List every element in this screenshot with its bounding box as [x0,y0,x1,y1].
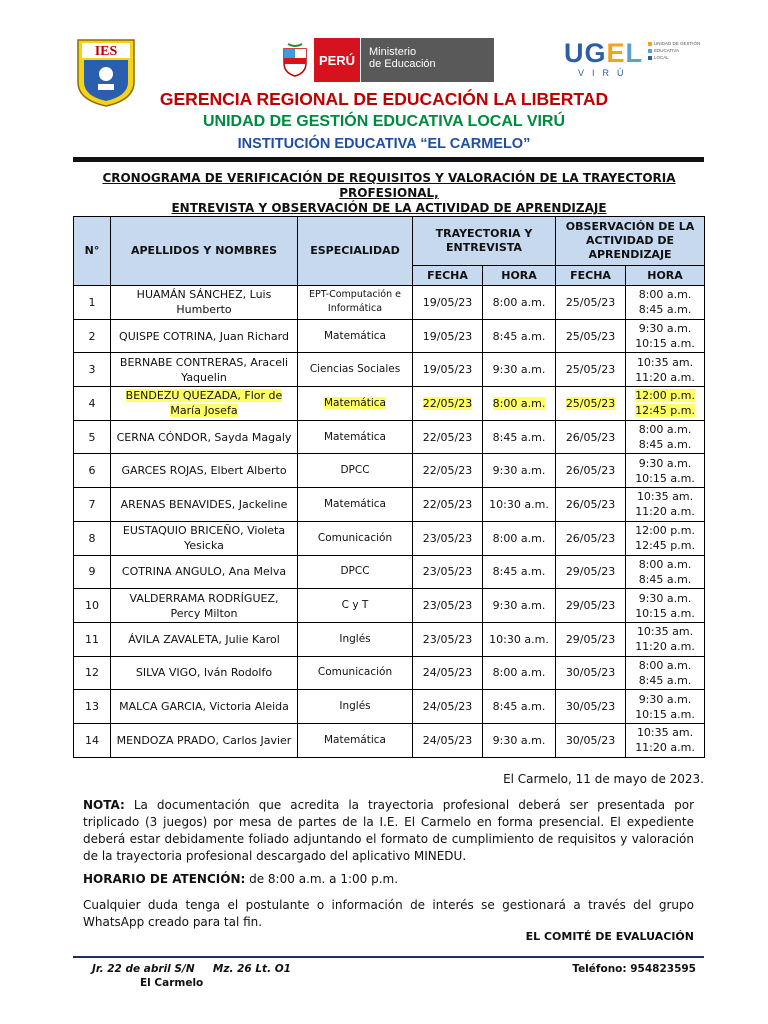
cell-num-text: 11 [85,632,99,646]
cell-interview-time [483,353,556,387]
cell-specialty [298,420,413,454]
cell-observation-date-text: 29/05/23 [565,599,616,613]
cell-observation-time [626,555,705,589]
ugel-side-line: EDUCATIVA [648,47,700,54]
cell-specialty [298,387,413,421]
office-hours-label: HORARIO DE ATENCIÓN: [83,872,246,886]
cell-interview-date [413,589,483,623]
header-time-1: HORA [483,266,556,286]
observation-time-line: 11:20 a.m. [635,370,695,384]
cell-name [111,454,298,488]
cell-specialty-text: Comunicación [317,666,393,679]
ugel-side-line: LOCAL [648,54,700,61]
document-title [70,171,708,216]
cell-observation-date-text: 30/05/23 [565,700,616,714]
table-row [74,690,705,724]
cell-name-text: BENDEZU QUEZADA, Flor de María Josefa [125,389,283,418]
cell-observation-date [556,387,626,421]
observation-time-line: 11:20 a.m. [635,505,695,519]
cell-observation-time [626,488,705,522]
office-hours-text: de 8:00 a.m. a 1:00 p.m. [245,872,399,886]
observation-time-line: 10:35 am. [636,625,694,639]
cell-interview-time [483,387,556,421]
observation-time-line: 11:20 a.m. [635,640,695,654]
cell-name [111,488,298,522]
cell-observation-time [626,286,705,320]
table-row [74,353,705,387]
observation-time-line: 10:15 a.m. [635,337,695,351]
header-divider [73,157,704,162]
cell-num-text: 13 [85,700,99,714]
header-institution: INSTITUCIÓN EDUCATIVA “EL CARMELO” [237,136,531,152]
table-row [74,656,705,690]
cell-observation-date [556,622,626,656]
cell-observation-date-text: 30/05/23 [565,733,616,747]
ugel-side-text [648,40,700,61]
cell-interview-time-text: 9:30 a.m. [492,599,546,613]
cell-num [74,622,111,656]
observation-time-line: 10:15 a.m. [635,606,695,620]
observation-time-line: 9:30 a.m. [638,692,692,706]
cell-interview-time-text: 8:00 a.m. [492,295,546,309]
observation-time-line: 10:15 a.m. [635,707,695,721]
cell-interview-date-text: 24/05/23 [422,700,473,714]
cell-observation-date [556,353,626,387]
cell-name [111,353,298,387]
cell-observation-date [556,690,626,724]
document-title-line2: ENTREVISTA Y OBSERVACIÓN DE LA ACTIVIDAD DE APRENDIZAJE [171,201,607,215]
cell-interview-date [413,723,483,757]
cell-num [74,319,111,353]
cell-observation-time [626,387,705,421]
cell-interview-date-text: 23/05/23 [422,599,473,613]
cell-observation-time [626,420,705,454]
table-row [74,555,705,589]
cell-interview-time [483,589,556,623]
cell-num [74,420,111,454]
cell-specialty-text: Comunicación [317,531,393,544]
cell-interview-date-text: 19/05/23 [422,295,473,309]
cell-interview-time-text: 8:45 a.m. [492,700,546,714]
cell-interview-date [413,555,483,589]
cell-interview-date [413,656,483,690]
cell-num [74,521,111,555]
cell-specialty [298,521,413,555]
note-label: NOTA: [83,798,125,812]
cell-num [74,656,111,690]
cell-specialty-text: Ciencias Sociales [309,363,401,376]
cell-specialty [298,690,413,724]
cell-num [74,555,111,589]
cell-name-text: EUSTAQUIO BRICEÑO, Violeta Yesicka [122,524,286,553]
cell-num-text: 7 [88,497,96,511]
cell-name-text: GARCES ROJAS, Elbert Alberto [121,464,287,478]
table-row [74,387,705,421]
cell-observation-time [626,319,705,353]
cell-name [111,723,298,757]
cell-interview-time [483,521,556,555]
cell-specialty-text: DPCC [340,464,370,477]
cell-specialty [298,589,413,623]
cell-interview-date-text: 19/05/23 [422,329,473,343]
note-text: La documentación que acredita la trayectoria profesional deberá ser presentada por triplicado (3 juegos) por mesa de partes de la I.E. El Carmelo en forma presencial. El expediente deberá estar debidamente foliado adjuntando el formato de cumplimiento de requisitos y valoración de la trayectoria profesional descargado del aplicativo MINEDU. [83,798,694,863]
office-hours [83,872,694,886]
cell-observation-date [556,723,626,757]
cell-num-text: 12 [85,666,99,680]
cell-num [74,454,111,488]
cell-interview-time-text: 9:30 a.m. [492,464,546,478]
table-row [74,286,705,320]
observation-time-line: 12:45 p.m. [635,539,695,553]
observation-time-line: 9:30 a.m. [638,591,692,605]
cell-interview-date-text: 23/05/23 [422,531,473,545]
cell-interview-date-text: 19/05/23 [422,363,473,377]
observation-time-line: 8:45 a.m. [638,438,692,452]
cell-observation-time [626,723,705,757]
cell-name-text: HUAMÁN SÁNCHEZ, Luis Humberto [136,288,272,317]
observation-time-line: 12:00 p.m. [635,389,695,403]
cell-observation-date-text: 30/05/23 [565,666,616,680]
cell-interview-date [413,420,483,454]
cell-observation-date [556,589,626,623]
cell-interview-time-text: 8:45 a.m. [492,329,546,343]
cell-interview-time-text: 8:45 a.m. [492,430,546,444]
cell-observation-date [556,555,626,589]
cell-observation-date [556,319,626,353]
cell-specialty-text: Matemática [324,329,386,342]
cell-interview-time-text: 10:30 a.m. [489,497,549,511]
cell-observation-date-text: 26/05/23 [565,464,616,478]
cell-interview-time [483,488,556,522]
cell-num-text: 8 [88,531,96,545]
cell-observation-time [626,353,705,387]
cell-interview-date-text: 23/05/23 [422,565,473,579]
cell-observation-date-text: 25/05/23 [565,396,616,410]
cell-interview-time-text: 10:30 a.m. [489,632,549,646]
observation-time-line: 12:00 p.m. [635,524,695,538]
cell-num-text: 6 [88,464,96,478]
cell-interview-date-text: 22/05/23 [422,464,473,478]
document-title-line1: CRONOGRAMA DE VERIFICACIÓN DE REQUISITOS Y VALORACIÓN DE LA TRAYECTORIA PROFESIONAL, [102,171,676,200]
cell-interview-time [483,286,556,320]
observation-time-line: 8:00 a.m. [638,288,692,302]
header-num: N° [74,217,111,286]
cell-interview-time-text: 8:00 a.m. [492,531,546,545]
note-paragraph [83,797,694,865]
cell-name [111,690,298,724]
cell-interview-date-text: 22/05/23 [422,396,473,410]
cell-specialty-text: Inglés [339,632,371,645]
ugel-wordmark: UGEL [564,38,644,68]
cell-interview-date [413,521,483,555]
cell-specialty-text: EPT-Computación e Informática [309,289,401,315]
cell-name [111,521,298,555]
cell-interview-time-text: 9:30 a.m. [492,363,546,377]
cell-num [74,723,111,757]
cell-num-text: 4 [88,396,96,410]
cell-specialty [298,622,413,656]
header-observation: OBSERVACIÓN DE LA ACTIVIDAD DE APRENDIZAJE [556,217,705,266]
header-specialty: ESPECIALIDAD [298,217,413,286]
cell-interview-time [483,454,556,488]
contact-paragraph: Cualquier duda tenga el postulante o información de interés se gestionará a través del grupo WhatsApp creado para tal fin. [83,898,694,929]
cell-name-text: BERNABE CONTRERAS, Araceli Yaquelin [119,355,289,384]
cell-num-text: 2 [88,329,96,343]
cell-interview-time [483,319,556,353]
header-date-2: FECHA [556,266,626,286]
observation-time-line: 10:35 am. [636,355,694,369]
ies-logo-text: IES [94,44,118,59]
observation-time-line: 8:45 a.m. [638,673,692,687]
cell-interview-time-text: 9:30 a.m. [492,733,546,747]
cell-observation-date-text: 26/05/23 [565,430,616,444]
header-trajectory: TRAYECTORIA Y ENTREVISTA [413,217,556,266]
table-row [74,319,705,353]
cell-interview-time [483,690,556,724]
cell-num-text: 10 [85,599,99,613]
cell-specialty [298,723,413,757]
ugel-side-line: UNIDAD DE GESTIÓN [648,40,700,47]
cell-observation-date-text: 25/05/23 [565,329,616,343]
cell-name [111,589,298,623]
observation-time-line: 10:35 am. [636,726,694,740]
cell-interview-date [413,286,483,320]
observation-time-line: 9:30 a.m. [638,322,692,336]
header-time-2: HORA [626,266,705,286]
peru-label: PERÚ [314,38,360,82]
ministry-logo [276,38,494,82]
cell-observation-date-text: 29/05/23 [565,565,616,579]
cell-interview-date-text: 22/05/23 [422,497,473,511]
cell-interview-date-text: 24/05/23 [422,733,473,747]
cell-interview-date [413,622,483,656]
cell-specialty [298,454,413,488]
place-date: El Carmelo, 11 de mayo de 2023. [503,772,704,786]
cell-interview-time [483,656,556,690]
cell-num-text: 5 [88,430,96,444]
cell-interview-time [483,555,556,589]
observation-time-line: 8:00 a.m. [638,423,692,437]
cell-interview-date-text: 22/05/23 [422,430,473,444]
cell-interview-time [483,723,556,757]
table-row [74,454,705,488]
cell-name [111,656,298,690]
cell-specialty [298,286,413,320]
schedule-rows [74,286,705,758]
cell-num [74,589,111,623]
cell-name [111,622,298,656]
cell-observation-date-text: 25/05/23 [565,295,616,309]
cell-interview-date [413,488,483,522]
observation-time-line: 10:15 a.m. [635,471,695,485]
cell-observation-date [556,420,626,454]
footer-address-city: El Carmelo [140,977,204,989]
footer-address: Jr. 22 de abril S/N Mz. 26 Lt. O1 [92,963,291,975]
cell-num-text: 3 [88,363,96,377]
footer-phone: Teléfono: 954823595 [572,963,696,975]
observation-time-line: 8:45 a.m. [638,303,692,317]
cell-name-text: CERNA CÓNDOR, Sayda Magaly [116,430,292,444]
cell-specialty [298,488,413,522]
cell-specialty-text: Matemática [324,497,386,510]
cell-specialty [298,353,413,387]
cell-observation-date [556,656,626,690]
cell-specialty [298,319,413,353]
header-ugel: UNIDAD DE GESTIÓN EDUCATIVA LOCAL VIRÚ [202,113,566,130]
cell-specialty [298,555,413,589]
cell-name [111,286,298,320]
cell-observation-date [556,488,626,522]
cell-interview-time [483,622,556,656]
observation-time-line: 12:45 p.m. [635,404,695,418]
cell-num [74,387,111,421]
cell-name-text: ARENAS BENAVIDES, Jackeline [120,497,288,511]
cell-interview-time-text: 8:00 a.m. [492,396,546,410]
cell-interview-time-text: 8:00 a.m. [492,666,546,680]
cell-num [74,690,111,724]
cell-name-text: MALCA GARCIA, Victoria Aleida [119,700,289,714]
observation-time-line: 8:45 a.m. [638,572,692,586]
cell-num [74,488,111,522]
schedule-table [73,216,705,758]
cell-name [111,319,298,353]
header-names: APELLIDOS Y NOMBRES [111,217,298,286]
cell-interview-date-text: 23/05/23 [422,632,473,646]
cell-interview-time [483,420,556,454]
cell-specialty-text: Inglés [339,700,371,713]
cell-observation-time [626,622,705,656]
cell-observation-time [626,521,705,555]
ministry-label-line2: de Educación [369,58,436,70]
cell-name-text: VALDERRAMA RODRÍGUEZ, Percy Milton [129,591,279,620]
cell-observation-date-text: 26/05/23 [565,497,616,511]
cell-observation-date-text: 25/05/23 [565,363,616,377]
cell-interview-date [413,454,483,488]
cell-observation-time [626,454,705,488]
ugel-subtitle: VIRÚ [578,68,632,78]
cell-specialty-text: C y T [341,599,369,612]
cell-observation-date [556,454,626,488]
cell-name-text: COTRINA ANGULO, Ana Melva [121,565,287,579]
cell-num-text: 1 [88,295,96,309]
cell-name [111,387,298,421]
cell-num-text: 14 [85,733,99,747]
table-row [74,589,705,623]
cell-interview-time-text: 8:45 a.m. [492,565,546,579]
observation-time-line: 8:00 a.m. [638,557,692,571]
table-row [74,420,705,454]
cell-name-text: MENDOZA PRADO, Carlos Javier [116,733,292,747]
cell-num [74,286,111,320]
cell-observation-date-text: 29/05/23 [565,632,616,646]
observation-time-line: 9:30 a.m. [638,456,692,470]
cell-num-text: 9 [88,565,96,579]
cell-observation-date [556,286,626,320]
cell-name-text: QUISPE COTRINA, Juan Richard [119,329,289,343]
header-regional: GERENCIA REGIONAL DE EDUCACIÓN LA LIBERTAD [159,89,609,109]
observation-time-line: 8:00 a.m. [638,658,692,672]
observation-time-line: 11:20 a.m. [635,741,695,755]
cell-interview-date [413,387,483,421]
cell-observation-date-text: 26/05/23 [565,531,616,545]
cell-observation-date [556,521,626,555]
cell-interview-date [413,353,483,387]
table-row [74,488,705,522]
cell-interview-date [413,690,483,724]
cell-name-text: ÁVILA ZAVALETA, Julie Karol [128,632,280,646]
cell-specialty [298,656,413,690]
cell-interview-date-text: 24/05/23 [422,666,473,680]
cell-name-text: SILVA VIGO, Iván Rodolfo [135,666,273,680]
cell-specialty-text: Matemática [324,733,386,746]
table-row [74,723,705,757]
table-row [74,521,705,555]
ugel-logo [564,38,704,78]
observation-time-line: 10:35 am. [636,490,694,504]
cell-specialty-text: Matemática [324,396,386,409]
table-row [74,622,705,656]
cell-specialty-text: Matemática [324,430,386,443]
peru-coat-of-arms-icon [276,38,314,82]
cell-name [111,555,298,589]
signature-committee: EL COMITÉ DE EVALUACIÓN [525,930,694,943]
cell-interview-date [413,319,483,353]
cell-specialty-text: DPCC [340,565,370,578]
cell-observation-time [626,589,705,623]
cell-num [74,353,111,387]
ministry-label-line1: Ministerio [369,46,417,58]
ministry-label [360,38,494,82]
cell-observation-time [626,690,705,724]
cell-name [111,420,298,454]
header-date-1: FECHA [413,266,483,286]
footer-divider [73,956,704,958]
cell-observation-time [626,656,705,690]
